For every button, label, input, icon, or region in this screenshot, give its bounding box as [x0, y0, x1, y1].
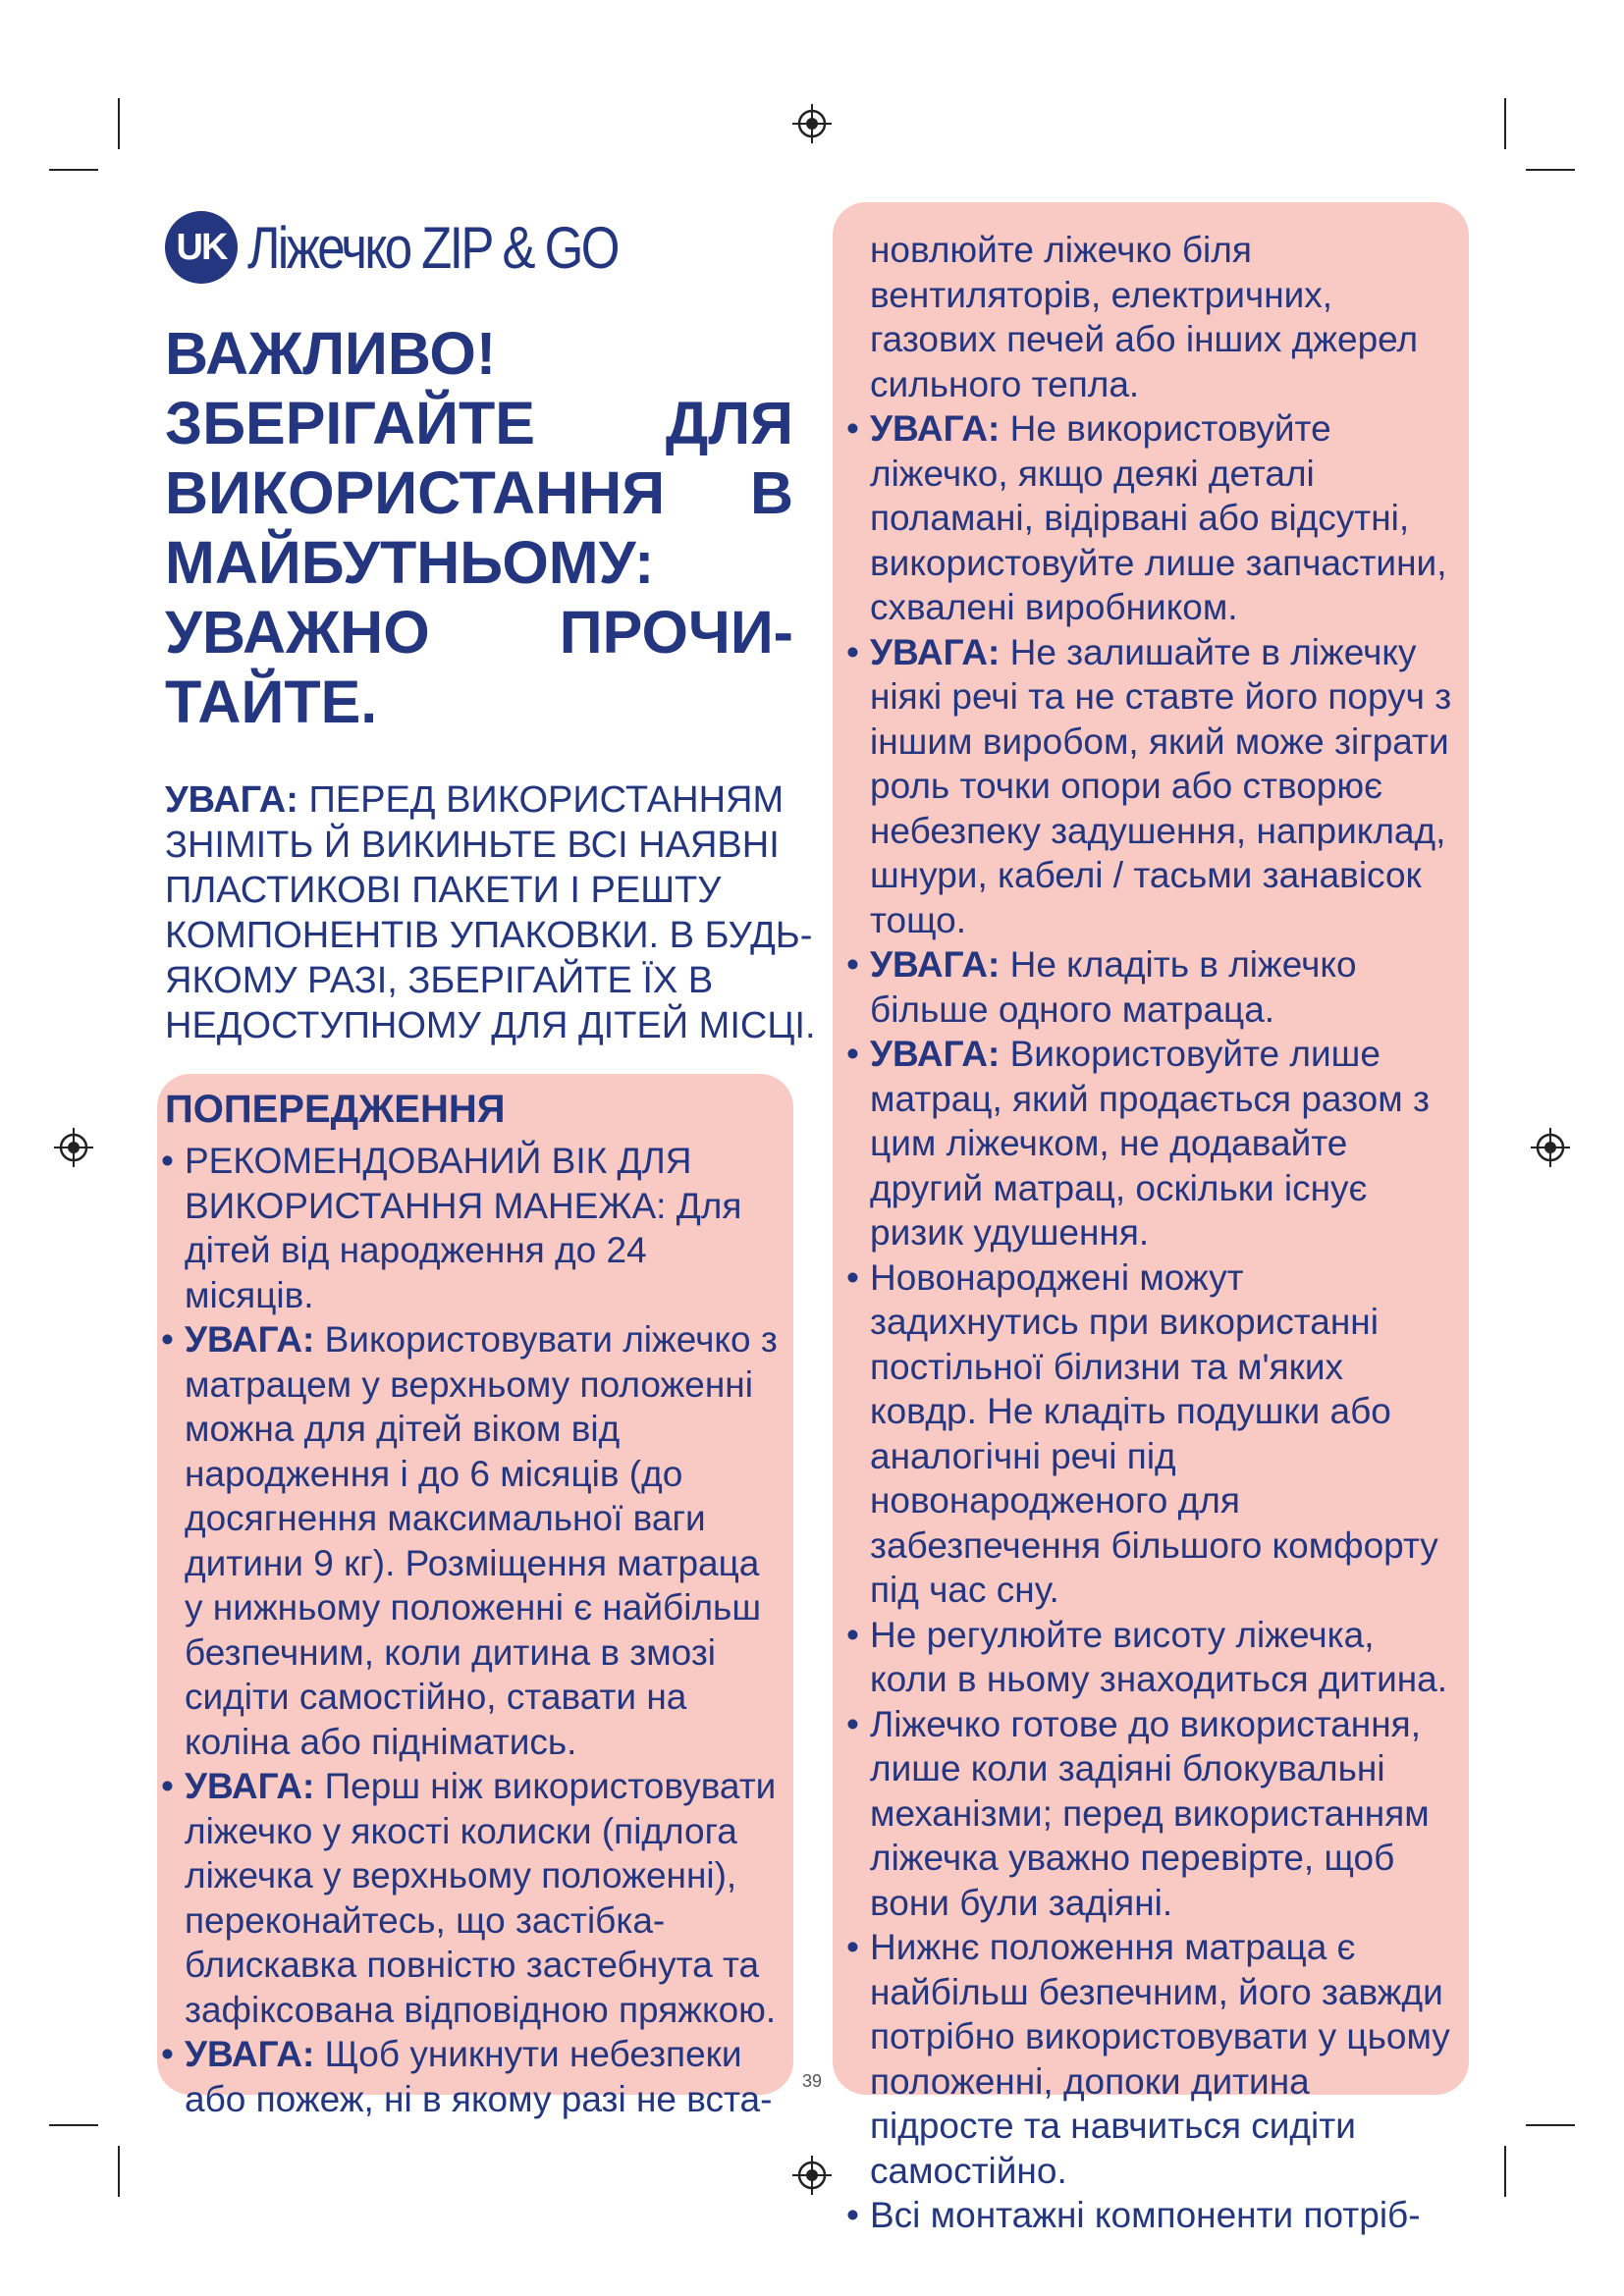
intro-paragraph — [165, 777, 852, 1048]
registration-mark-icon — [1531, 1128, 1570, 1167]
warnings-title: ПОПЕРЕДЖЕННЯ — [165, 1088, 506, 1131]
page-number: 39 — [802, 2071, 823, 2091]
registration-mark-icon — [792, 2156, 832, 2195]
warning-item: • Всі монтажні компоненти потріб- — [850, 2193, 1459, 2238]
crop-mark — [1526, 169, 1575, 171]
crop-mark — [49, 169, 98, 171]
warning-item: • УВАГА: Щоб уникнути небезпеки або пожеж, ні в якому разі не вста- — [165, 2032, 782, 2121]
registration-mark-icon — [54, 1128, 93, 1167]
warning-item: • РЕКОМЕНДОВАНИЙ ВІК ДЛЯ ВИКОРИСТАННЯ МАНЕЖА: Для дітей від народження до 24 місяців. — [165, 1139, 782, 1317]
language-badge: UK — [165, 211, 238, 284]
warning-item: • УВАГА: Не кладіть в ліжечко більше одного матраца. — [850, 942, 1459, 1032]
warning-item: • УВАГА: Використовуйте лише матрац, який продається разом з цим ліжечком, не додавайте другий матрац, оскільки існує ризик удушення. — [850, 1032, 1459, 1255]
crop-mark — [1504, 98, 1506, 149]
warnings-right-column — [850, 228, 1459, 2238]
intro-label: УВАГА: — [165, 779, 298, 821]
warning-item: • УВАГА: Не залишайте в ліжечку ніякі речі та не ставте його поруч з іншим виробом, який може зіграти роль точки опори або створює небезпеку задушення, наприклад, шнури, кабелі / тасьми занавісок тощо. — [850, 630, 1459, 943]
warning-item: • Нижнє положення матраца є найбільш безпечним, його завжди потрібно використовувати у цьому положенні, допоки дитина підросте та навчиться сидіти самостійно. — [850, 1925, 1459, 2193]
warning-item: • Ліжечко готове до використання, лише коли задіяні блокувальні механізми; перед використанням ліжечка уважно перевірте, щоб вони були задіяні. — [850, 1702, 1459, 1926]
warnings-left-column — [165, 1139, 782, 2121]
registration-mark-icon — [792, 104, 832, 143]
warning-item: • Не регулюйте висоту ліжечка, коли в ньому знаходиться дитина. — [850, 1613, 1459, 1702]
warning-item: • УВАГА: Перш ніж використовувати ліжечко у якості колиски (підлога ліжечка у верхньому положенні), переконайтесь, що застібка-блискавка повністю застебнута та зафіксована відповідною пряжкою. — [165, 1764, 782, 2032]
intro-text: ПЕРЕД ВИКОРИСТАННЯМ ЗНІМІТЬ Й ВИКИНЬТЕ ВСІ НАЯВНІ ПЛАСТИКОВІ ПАКЕТИ І РЕШТУ КОМПОНЕНТІВ УПАКОВКИ. В БУДЬ-ЯКОМУ РАЗІ, ЗБЕРІГАЙТЕ ЇХ В НЕДОСТУПНОМУ ДЛЯ ДІТЕЙ МІСЦІ. — [165, 779, 816, 1046]
crop-mark — [118, 98, 120, 149]
document-header — [165, 208, 682, 287]
crop-mark — [118, 2146, 120, 2197]
warning-item: • УВАГА: Не використовуйте ліжечко, якщо деякі деталі поламані, відірвані або відсутні, використовуйте лише запчастини, схвалені виробником. — [850, 406, 1459, 630]
crop-mark — [1526, 2124, 1575, 2126]
crop-mark — [49, 2124, 98, 2126]
crop-mark — [1504, 2146, 1506, 2197]
document-title: Ліжечко ZIP & GO — [247, 214, 618, 281]
warning-item: • УВАГА: Використовувати ліжечко з матрацем у верхньому положенні можна для дітей віком від народження і до 6 місяців (до досягнення максимальної ваги дитини 9 кг). Розміщення матраца у нижньому положенні є найбільш безпечним, коли дитина в змозі сидіти самостійно, ставати на коліна або підніматись. — [165, 1317, 782, 1764]
warning-item: • Новонароджені можут задихнутись при використанні постільної білизни та м'яких ковдр. Не кладіть подушки або аналогічні речі під новонародженого для забезпечення більшого комфорту під час сну. — [850, 1255, 1459, 1613]
continuation-text: новлюйте ліжечко біля вентиляторів, електричних, газових печей або інших джерел сильного тепла. — [870, 230, 1419, 404]
important-heading: ВАЖЛИВО! ЗБЕРІГАЙТЕ ДЛЯ ВИКОРИСТАННЯ В МАЙБУТНЬОМУ: УВАЖНО ПРОЧИ-ТАЙТЕ. — [165, 320, 793, 735]
